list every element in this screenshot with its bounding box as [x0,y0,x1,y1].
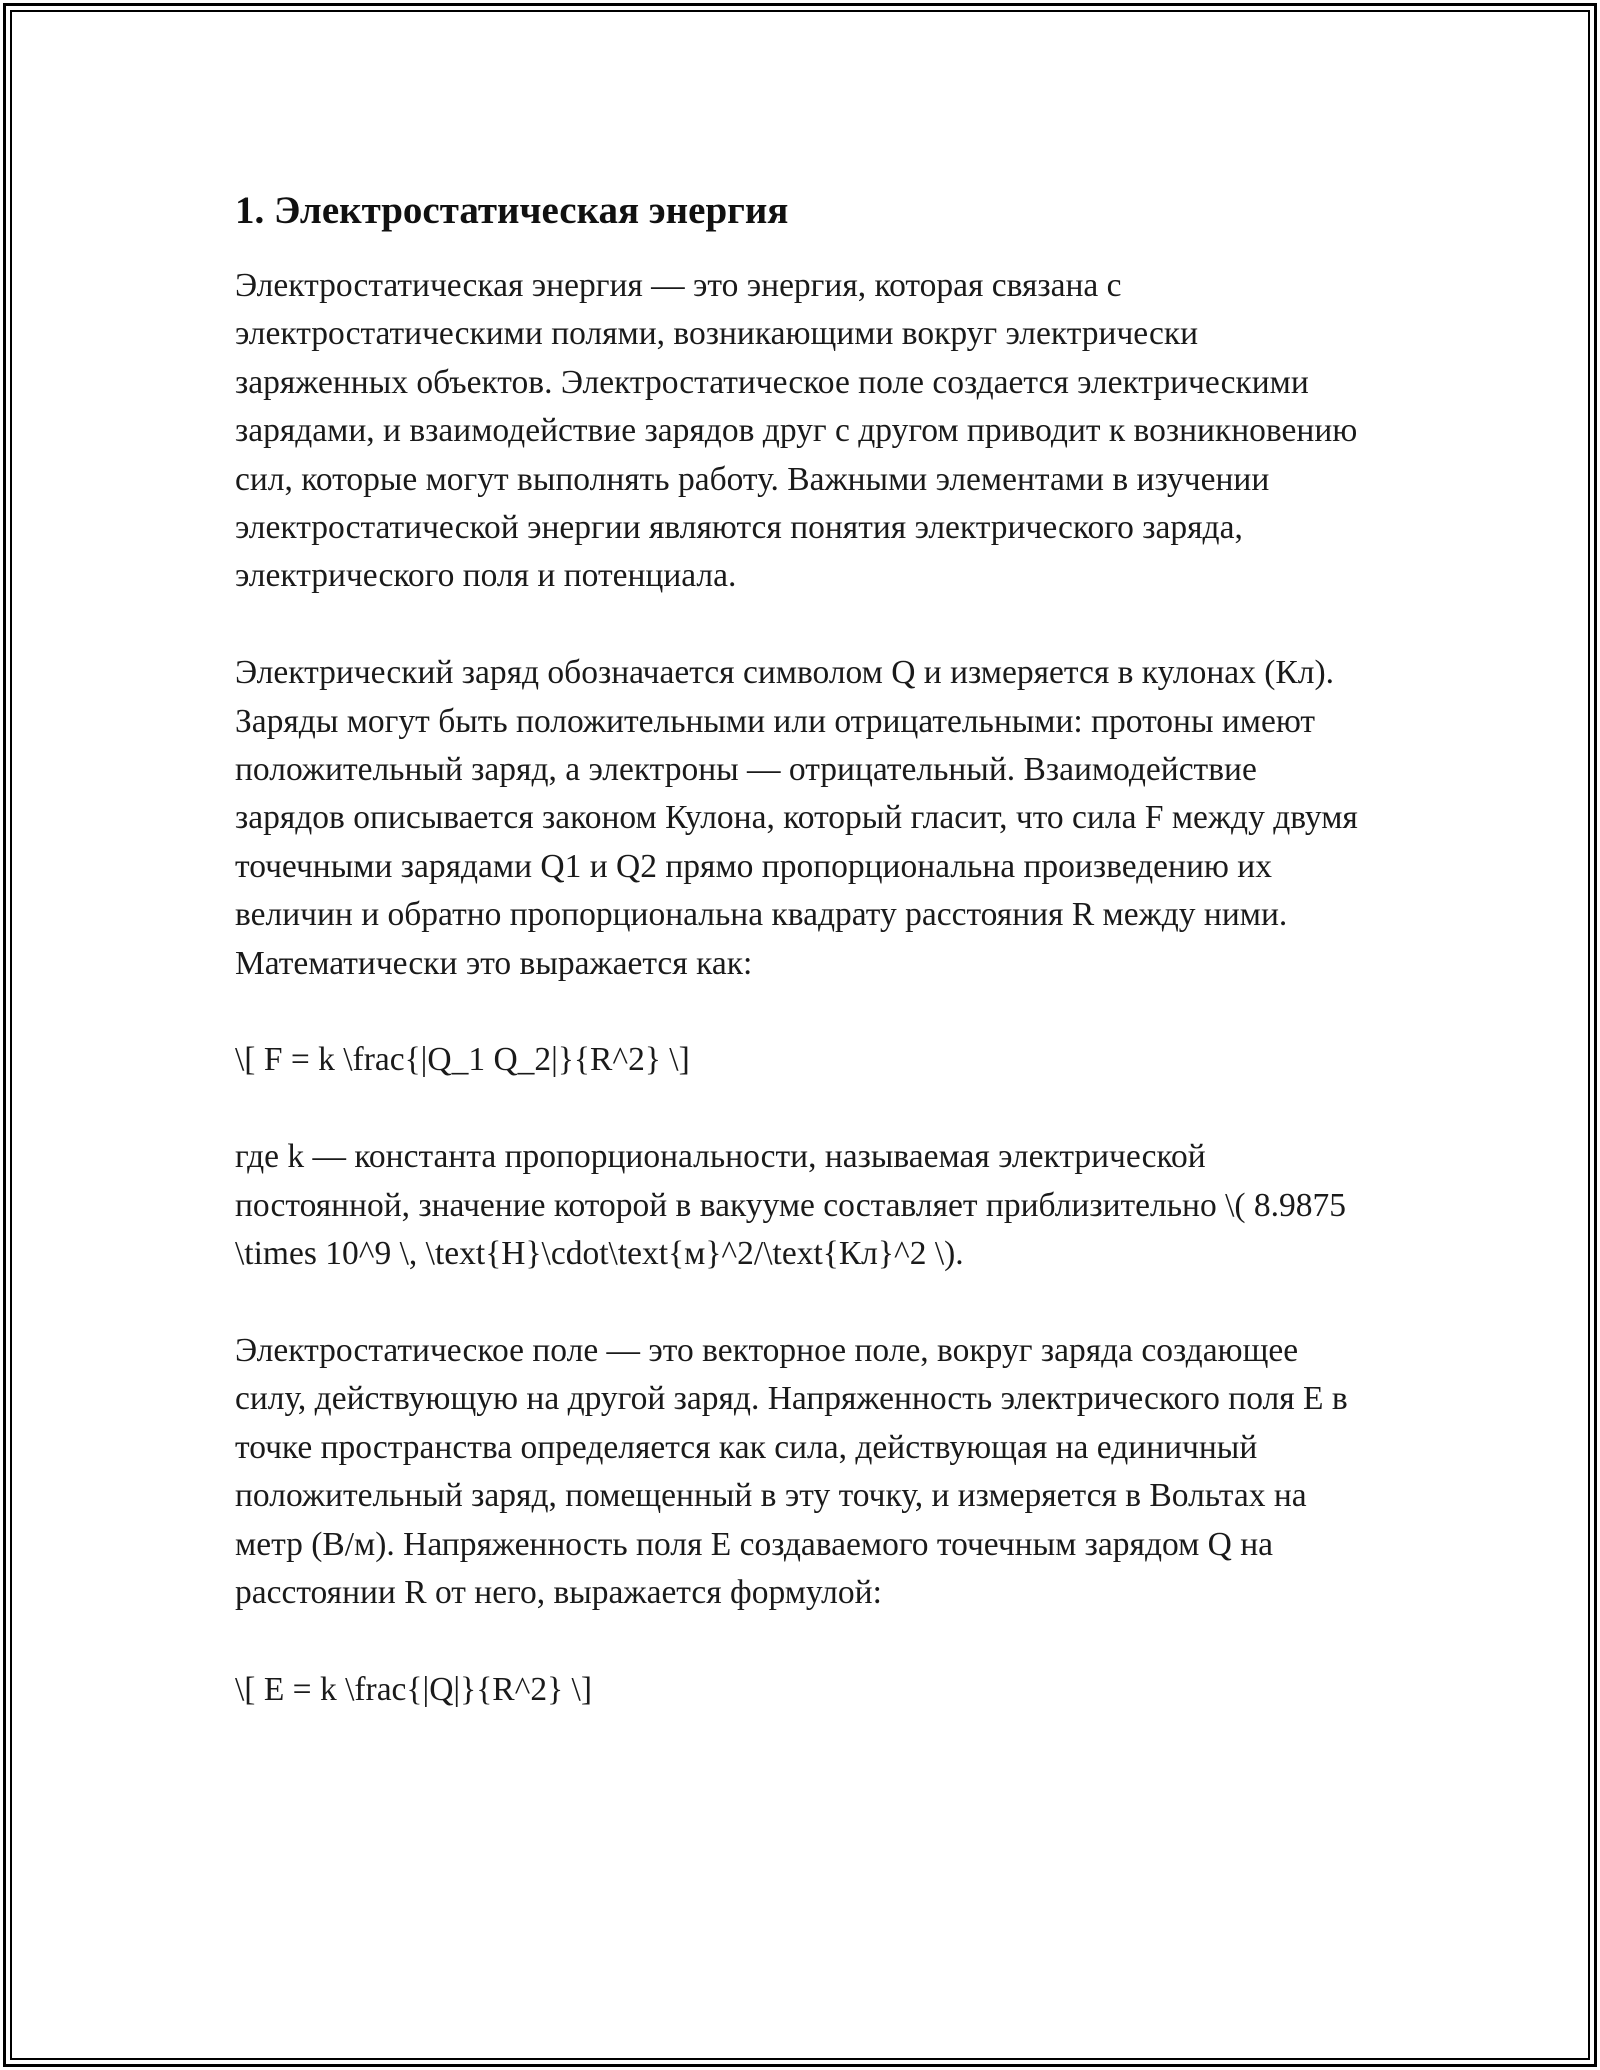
paragraph-charge: Электрический заряд обозначается символом Q и измеряется в кулонах (Кл). Заряды могут быть положительными или отрицательными: протоны имеют положительный заряд, а электроны — отрицательный. Взаимодействие зарядов описывается законом Кулона, который гласит, что сила F между двумя точечными зарядами Q1 и Q2 прямо пропорциональна произведению их величин и обратно пропорциональна квадрату расстояния R между ними. Математически это выражается как: [235,654,1358,982]
formula-field: \[ E = k \frac{|Q|}{R^2} \] [235,1670,593,1708]
paragraph-intro: Электростатическая энергия — это энергия, которая связана с электростатическими полями, возникающими вокруг электрически заряженных объектов. Электростатическое поле создается электрическими зарядами, и взаимодействие зарядов друг с другом приводит к возникновению сил, которые могут выполнять работу. Важными элементами в изучении электростатической энергии являются понятия электрического заряда, электрического поля и потенциала. [235,267,1358,595]
formula-coulomb: \[ F = k \frac{|Q_1 Q_2|}{R^2} \] [235,1041,690,1079]
document-body [235,186,1375,1763]
paragraph-field: Электростатическое поле — это векторное поле, вокруг заряда создающее силу, действующую на другой заряд. Напряженность электрического поля E в точке пространства определяется как сила, действующая на единичный положительный заряд, помещенный в эту точку, и измеряется в Вольтах на метр (В/м). Напряженность поля E создаваемого точечным зарядом Q на расстоянии R от него, выражается формулой: [235,1331,1348,1611]
paragraph-constant: где k — константа пропорциональности, называемая электрической постоянной, значение которой в вакууме составляет приблизительно \( 8.9875 \times 10^9 \, \text{Н}\cdot\text{м}^2/\text{Кл}^2 \). [235,1138,1347,1273]
section-heading: 1. Электростатическая энергия [235,189,789,232]
